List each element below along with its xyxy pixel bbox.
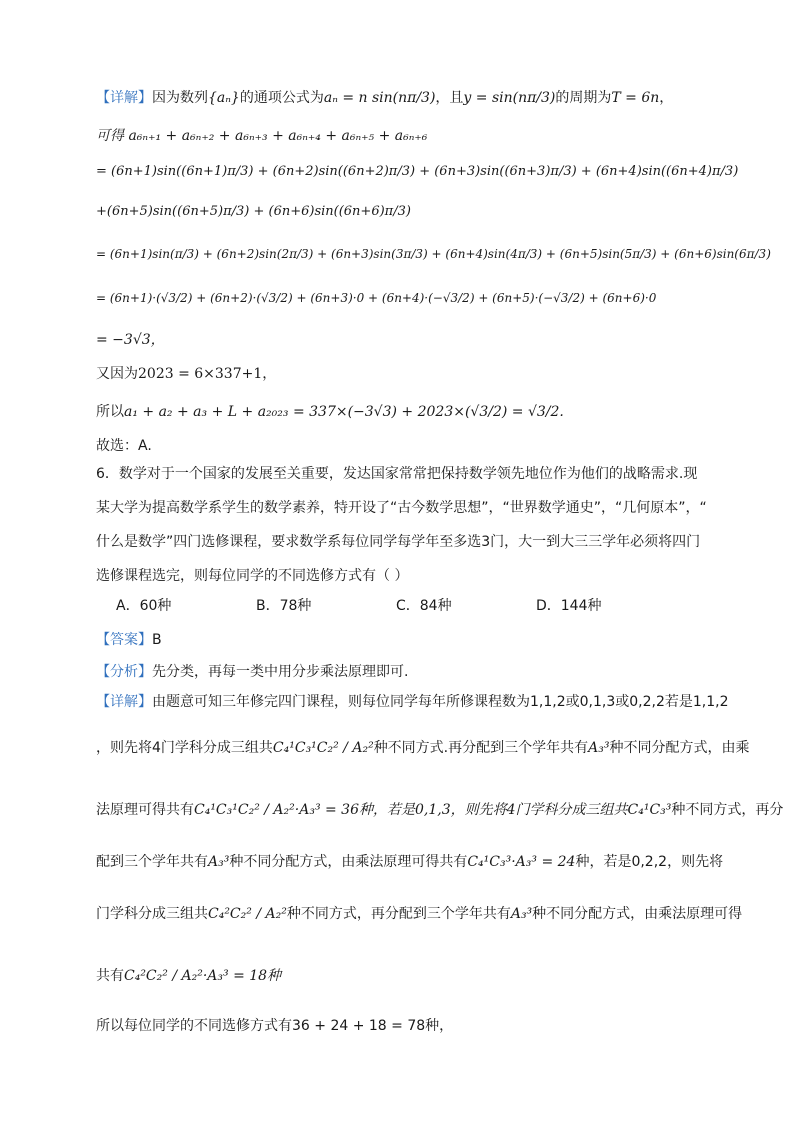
detail-line-7: = −3√3，: [96, 332, 165, 348]
detail-line-9: 所以a₁ + a₂ + a₃ + L + a₂₀₂₃ = 337×(−3√3) + 2023×(√3/2) = √3/2.: [96, 404, 564, 420]
detail-line-2: 可得 a₆ₙ₊₁ + a₆ₙ₊₂ + a₆ₙ₊₃ + a₆ₙ₊₄ + a₆ₙ₊₅ + a₆ₙ₊₆: [96, 128, 428, 144]
q6-stem-1: 6．数学对于一个国家的发展至关重要，发达国家常常把保持数学领先地位作为他们的战略需求.现: [96, 466, 698, 482]
option-a: A．60种: [116, 598, 172, 614]
answer-tag: 【答案】: [96, 632, 152, 648]
q6-options: [116, 596, 602, 616]
detail-line-4: +(6n+5)sin((6n+5)π/3) + (6n+6)sin((6n+6)π/3): [96, 204, 411, 219]
q6-detail-7: 所以每位同学的不同选修方式有36 + 24 + 18 = 78种，: [96, 1018, 454, 1034]
option-c: C．84种: [396, 598, 452, 614]
q6-analysis: 【分析】先分类，再每一类中用分步乘法原理即可.: [96, 664, 409, 680]
detail-line-8: 又因为2023 = 6×337+1，: [96, 366, 277, 382]
q6-stem-4: 选修课程选完，则每位同学的不同选修方式有（ ）: [96, 568, 409, 584]
q6-detail-4: 配到三个学年共有A₃³种不同分配方式，由乘法原理可得共有C₄¹C₃³·A₃³ = 24种，若是0,2,2，则先将: [96, 854, 724, 870]
q6-detail-6: 共有C₄²C₂² / A₂²·A₃³ = 18种: [96, 968, 282, 984]
q6-detail-5: 门学科分成三组共C₄²C₂² / A₂²种不同方式，再分配到三个学年共有A₃³种不同分配方式，由乘法原理可得: [96, 906, 743, 922]
q6-stem-2: 某大学为提高数学系学生的数学素养，特开设了“古今数学思想”，“世界数学通史”，“几何原本”，“: [96, 500, 707, 516]
answer-choice-5: 故选：A.: [96, 438, 152, 454]
detail-line-6: = (6n+1)·(√3/2) + (6n+2)·(√3/2) + (6n+3)·0 + (6n+4)·(−√3/2) + (6n+5)·(−√3/2) + (6n+6)·0: [96, 291, 657, 305]
q6-detail-2: ，则先将4门学科分成三组共C₄¹C₃¹C₂² / A₂²种不同方式.再分配到三个学年共有A₃³种不同分配方式，由乘: [96, 740, 750, 756]
q6-stem-3: 什么是数学”四门选修课程，要求数学系每位同学每学年至多选3门，大一到大三三学年必须将四门: [96, 534, 701, 550]
detail-line-3: = (6n+1)sin((6n+1)π/3) + (6n+2)sin((6n+2)π/3) + (6n+3)sin((6n+3)π/3) + (6n+4)sin((6n+4)π/3): [96, 164, 739, 179]
q6-detail-1: 【详解】由题意可知三年修完四门课程，则每位同学每年所修课程数为1,1,2或0,1,3或0,2,2若是1,1,2: [96, 694, 729, 710]
option-b: B．78种: [256, 598, 312, 614]
detail-tag: 【详解】: [96, 90, 152, 106]
detail-line-5: = (6n+1)sin(π/3) + (6n+2)sin(2π/3) + (6n+3)sin(3π/3) + (6n+4)sin(4π/3) + (6n+5)sin(5π/3) + (6n+6)sin(6π/3): [96, 247, 771, 261]
analysis-tag: 【分析】: [96, 664, 152, 680]
detail-tag: 【详解】: [96, 694, 152, 710]
detail-line-1: 【详解】因为数列{aₙ}的通项公式为aₙ = n sin(nπ/3)，且y = sin(nπ/3)的周期为T = 6n，: [96, 90, 674, 106]
q6-answer: 【答案】B: [96, 632, 162, 648]
option-d: D．144种: [536, 598, 602, 614]
q6-detail-3: 法原理可得共有C₄¹C₃¹C₂² / A₂²·A₃³ = 36种，若是0,1,3，则先将4门学科分成三组共C₄¹C₃³种不同方式，再分: [96, 802, 784, 818]
